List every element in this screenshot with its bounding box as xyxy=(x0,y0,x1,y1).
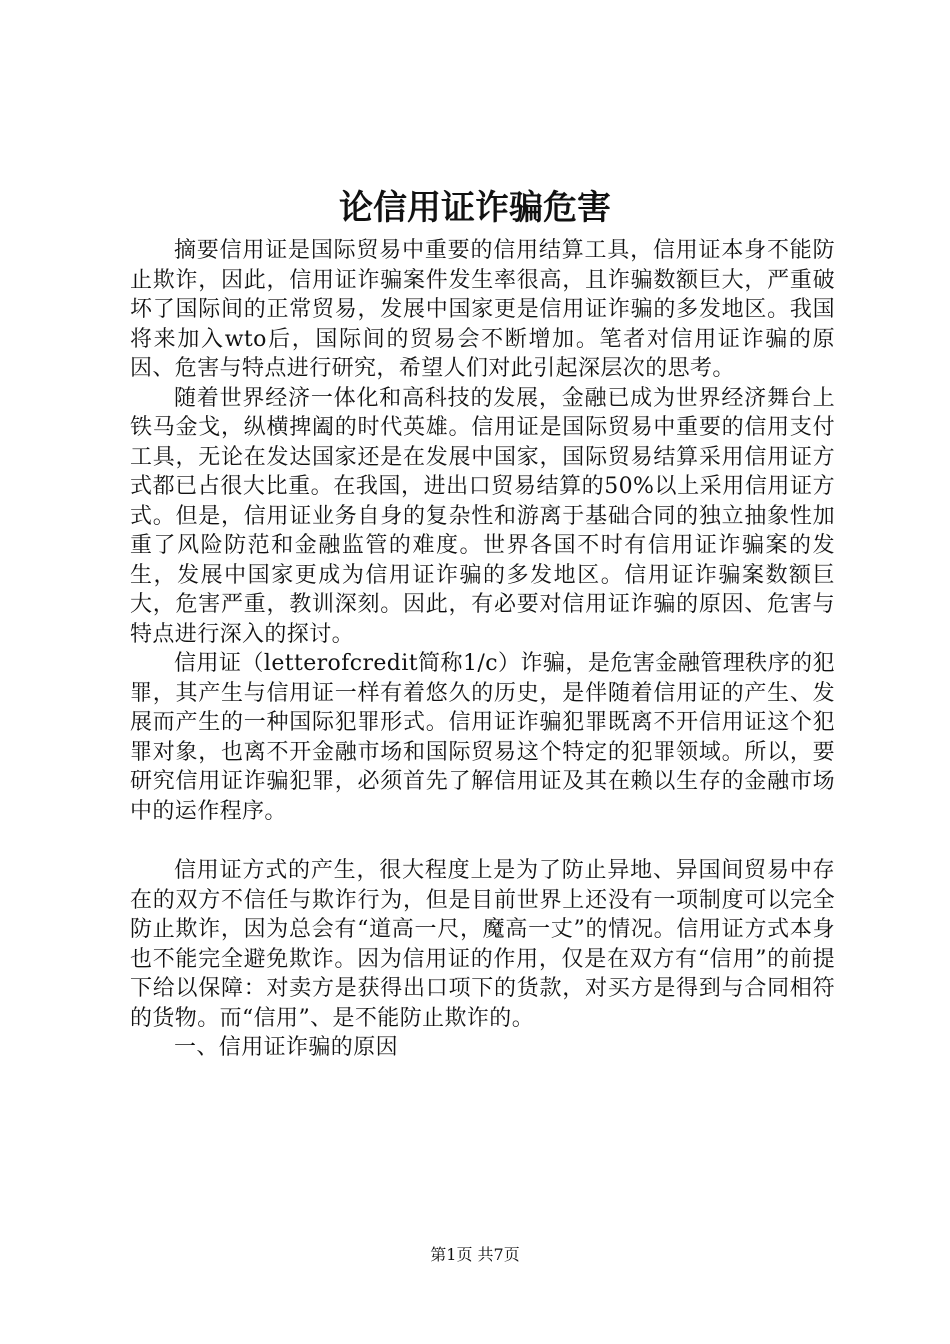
paragraph-introduction: 随着世界经济一体化和高科技的发展，金融已成为世界经济舞台上铁马金戈，纵横捭阖的时代英雄。信用证是国际贸易中重要的信用支付工具，无论在发达国家还是在发展中国家，国际贸易结算采用信用证方式都已占很大比重。在我国，进出口贸易结算的50%以上采用信用证方式。但是，信用证业务自身的复杂性和游离于基础合同的独立抽象性加重了风险防范和金融监管的难度。世界各国不时有信用证诈骗案的发生，发展中国家更成为信用证诈骗的多发地区。信用证诈骗案数额巨大，危害严重，教训深刻。因此，有必要对信用证诈骗的原因、危害与特点进行深入的探讨。 xyxy=(130,385,835,647)
paragraph-definition: 信用证（letterofcredit简称1/c）诈骗，是危害金融管理秩序的犯罪，其产生与信用证一样有着悠久的历史，是伴随着信用证的产生、发展而产生的一种国际犯罪形式。信用证诈骗犯罪既离不开信用证这个犯罪对象，也离不开金融市场和国际贸易这个特定的犯罪领域。所以，要研究信用证诈骗犯罪，必须首先了解信用证及其在赖以生存的金融市场中的运作程序。 xyxy=(130,651,835,824)
paragraph-spacer xyxy=(130,826,835,856)
section-heading: 一、信用证诈骗的原因 xyxy=(174,1035,399,1060)
paragraph-abstract: 摘要信用证是国际贸易中重要的信用结算工具，信用证本身不能防止欺诈，因此，信用证诈骗案件发生率很高，且诈骗数额巨大，严重破坏了国际间的正常贸易，发展中国家更是信用证诈骗的多发地区。我国将来加入wto后，国际间的贸易会不断增加。笔者对信用证诈骗的原因、危害与特点进行研究，希望人们对此引起深层次的思考。 xyxy=(130,238,835,381)
page-footer: 第1页 共7页 xyxy=(430,1245,520,1264)
document-body xyxy=(130,236,835,1063)
paragraph-background: 信用证方式的产生，很大程度上是为了防止异地、异国间贸易中存在的双方不信任与欺诈行为，但是目前世界上还没有一项制度可以完全防止欺诈，因为总会有“道高一尺，魔高一丈”的情况。信用证方式本身也不能完全避免欺诈。因为信用证的作用，仅是在双方有“信用”的前提下给以保障：对卖方是获得出口项下的货款，对买方是得到与合同相符的货物。而“信用”、是不能防止欺诈的。 xyxy=(130,858,835,1031)
document-title: 论信用证诈骗危害 xyxy=(339,188,611,228)
